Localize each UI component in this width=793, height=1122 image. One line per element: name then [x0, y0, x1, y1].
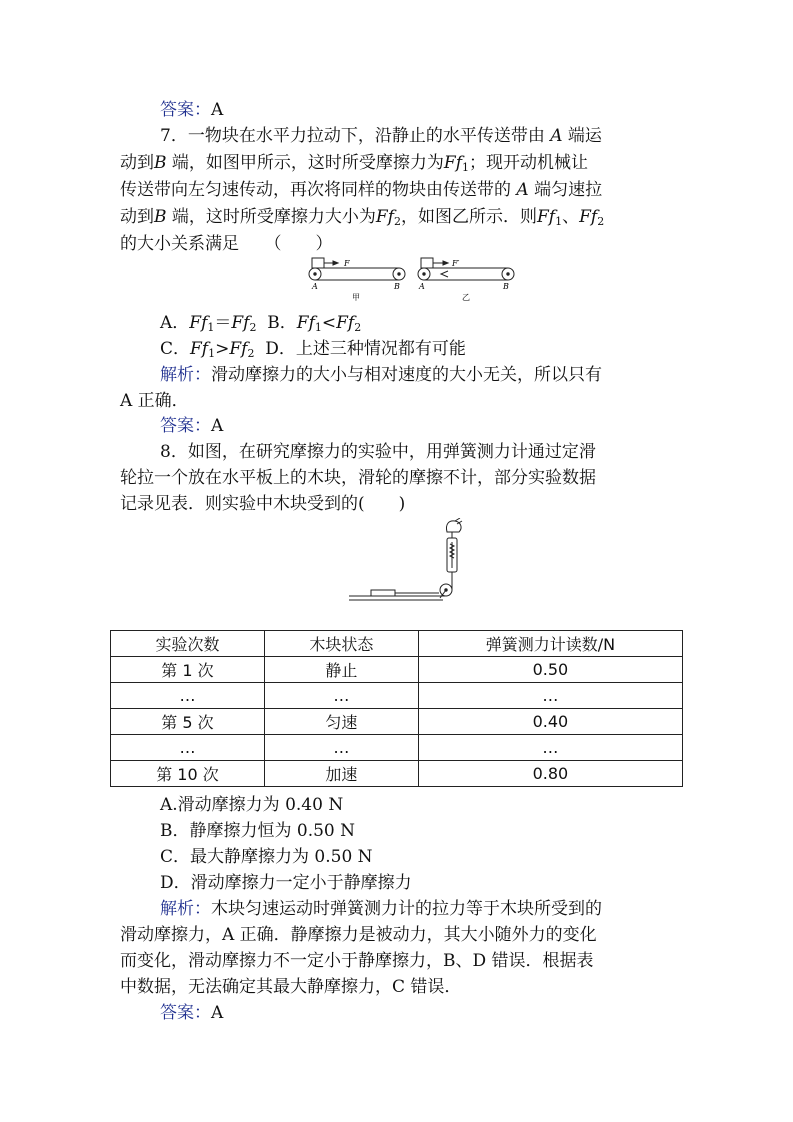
q8-stem-line-1 [160, 439, 720, 465]
q8-answer-line [160, 1000, 720, 1026]
option-op: ＝ [214, 313, 232, 333]
table-row [111, 657, 683, 683]
q7-sym: B [154, 153, 167, 173]
q8-analysis-line-1 [160, 896, 720, 922]
option-text: D．滑动摩擦力一定小于静摩擦力 [160, 873, 412, 893]
q7-sym: Ff [296, 313, 315, 333]
analysis-text: 木块匀速运动时弹簧测力计的拉力等于木块所受到的 [211, 899, 602, 919]
figure-jia [309, 258, 405, 280]
table-cell: 0.80 [418, 761, 682, 787]
q7-sym: Ff [231, 313, 250, 333]
q7-sub: 1 [462, 161, 469, 174]
q7-analysis-line-2 [120, 388, 680, 414]
q7-stem-line-3 [120, 177, 680, 203]
q7-options-cd [160, 336, 720, 362]
q7-sym: A [550, 126, 563, 146]
pulley-spring-balance-figure [345, 518, 475, 606]
table-cell: 第 1 次 [111, 657, 265, 683]
q8-option-d [160, 870, 720, 896]
q8-text: 8．如图，在研究摩擦力的实验中，用弹簧测力计通过定滑 [160, 442, 596, 462]
table-header-cell: 实验次数 [111, 631, 265, 657]
q7-stem-line-4: 动到B 端，这时所受摩擦力大小为$Ff_2$，如图乙所示．则$Ff_1$、$Ff_2$ [120, 207, 605, 228]
label-A-yi: A [419, 282, 425, 291]
table-row [111, 761, 683, 787]
label-F: F [344, 259, 350, 268]
table-cell: … [418, 683, 682, 709]
answer-value: A [211, 416, 224, 436]
q8-stem-line-2 [120, 465, 680, 491]
q7-sub: 1 [207, 321, 215, 334]
q7-answer-line [160, 413, 720, 439]
q8-option-c [160, 844, 720, 870]
answer-label: 答案： [160, 1003, 211, 1023]
analysis-label: 解析： [160, 899, 211, 919]
table-cell: 第 10 次 [111, 761, 265, 787]
analysis-text: 滑动摩擦力，A 正确．静摩擦力是被动力，其大小随外力的变化 [120, 925, 597, 945]
table-cell: 0.40 [418, 709, 682, 735]
table-cell: … [111, 735, 265, 761]
option-op: > [215, 339, 230, 359]
label-B-jia: B [394, 282, 400, 291]
option-text: C．最大静摩擦力为 0.50 N [160, 847, 373, 867]
wood-block [371, 590, 395, 596]
q7-options-ab [160, 310, 720, 336]
table-cell: … [264, 735, 418, 761]
q7-sub: 1 [314, 321, 322, 334]
option-prefix: B． [267, 313, 297, 333]
q7-text: 的大小关系满足 （ ） [120, 234, 333, 254]
q7-text: 7．一物块在水平力拉动下，沿静止的水平传送带由 [160, 126, 545, 146]
label-yi: 乙 [462, 293, 470, 302]
q8-option-b [160, 818, 720, 844]
conveyor-belt-figures [300, 254, 525, 306]
answer-value: A [211, 100, 224, 120]
analysis-text: 滑动摩擦力的大小与相对速度的大小无关，所以只有 [211, 365, 602, 385]
table-header-cell: 弹簧测力计读数/N [418, 631, 682, 657]
experiment-data-table [110, 630, 683, 787]
label-A-jia: A [312, 282, 318, 291]
q7-sym: A [516, 180, 529, 200]
answer-label: 答案： [160, 416, 211, 436]
q7-sub: 2 [354, 321, 362, 334]
q7-sub: 2 [249, 321, 257, 334]
q8-analysis-line-4 [120, 974, 680, 1000]
label-B-yi: B [503, 282, 509, 291]
q7-analysis-line-1 [160, 362, 720, 388]
option-prefix: D． [265, 339, 296, 359]
q8-option-a [160, 792, 720, 818]
q7-sub: 2 [597, 215, 605, 228]
q7-sym: Ff [443, 153, 462, 173]
table-cell: 第 5 次 [111, 709, 265, 735]
q7-text: ；现开动机械让 [469, 153, 588, 173]
table-cell: 0.50 [418, 657, 682, 683]
table-header-row [111, 631, 683, 657]
q7-text: 动到 [120, 153, 154, 173]
prev-answer-line [160, 97, 720, 123]
analysis-text: 而变化，滑动摩擦力不一定小于静摩擦力，B、D 错误．根据表 [120, 951, 594, 971]
q7-text: ，如图乙所示．则 [401, 207, 537, 227]
q7-sym: Ff [579, 207, 598, 227]
q8-analysis-line-3 [120, 948, 680, 974]
table-cell: … [418, 735, 682, 761]
q7-sym: Ff [189, 313, 208, 333]
option-prefix: C． [160, 339, 191, 359]
figure-yi [418, 258, 514, 280]
answer-label: 答案： [160, 100, 211, 120]
q8-text: 记录见表．则实验中木块受到的( ) [120, 494, 406, 514]
table-cell: … [264, 683, 418, 709]
analysis-label: 解析： [160, 365, 211, 385]
analysis-text: 中数据，无法确定其最大静摩擦力，C 错误． [120, 977, 462, 997]
table-header-cell: 木块状态 [264, 631, 418, 657]
q7-text: 传送带向左匀速传动，再次将同样的物块由传送带的 [120, 180, 511, 200]
table-cell: 匀速 [264, 709, 418, 735]
q8-text: 轮拉一个放在水平板上的木块，滑轮的摩擦不计，部分实验数据 [120, 468, 596, 488]
q8-stem-line-3 [120, 491, 680, 517]
option-prefix: A． [160, 313, 190, 333]
q7-sym: Ff [229, 339, 248, 359]
q7-stem-line-1 [160, 123, 720, 149]
table-cell: 加速 [264, 761, 418, 787]
table-cell: 静止 [264, 657, 418, 683]
table-row [111, 683, 683, 709]
q7-text: 端匀速拉 [534, 180, 603, 200]
q7-sym: Ff [190, 339, 209, 359]
table-cell: … [111, 683, 265, 709]
table-row [111, 735, 683, 761]
q7-text: 动到 [120, 207, 154, 227]
q7-text: 端，如图甲所示，这时所受摩擦力为 [171, 153, 444, 173]
q8-analysis-line-2 [120, 922, 680, 948]
answer-value: A [211, 1003, 224, 1023]
q7-text: 端运 [567, 126, 602, 146]
analysis-text: A 正确． [120, 391, 189, 411]
label-jia: 甲 [352, 293, 360, 302]
q7-sym: B [154, 207, 167, 227]
q7-sym: Ff [537, 207, 556, 227]
q7-stem-line-2 [120, 150, 680, 176]
option-op: < [321, 313, 337, 333]
option-text: A.滑动摩擦力为 0.40 N [160, 795, 344, 815]
q7-sub: 2 [394, 215, 401, 228]
q7-sym: Ff [375, 207, 394, 227]
q7-sub: 2 [247, 347, 255, 360]
table-row [111, 709, 683, 735]
q7-sym: Ff [336, 313, 355, 333]
q7-sub: 1 [208, 347, 216, 360]
option-text: B．静摩擦力恒为 0.50 N [160, 821, 356, 841]
label-F-prime: F′ [452, 259, 460, 268]
option-text: 上述三种情况都有可能 [295, 339, 466, 359]
q7-text: 端，这时所受摩擦力大小为 [171, 207, 376, 227]
q7-sub: 1 [555, 215, 563, 228]
